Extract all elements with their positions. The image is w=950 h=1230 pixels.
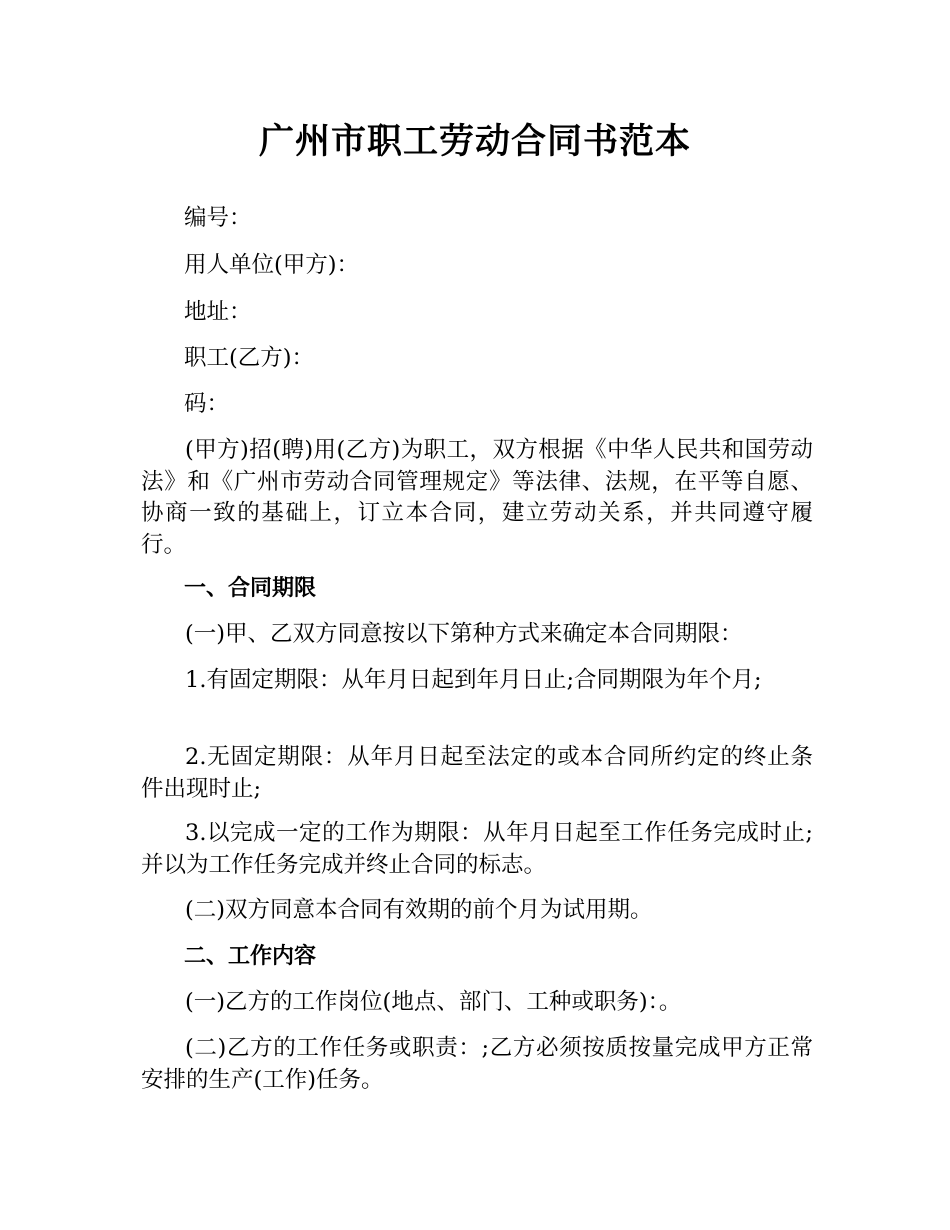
- field-employee: 职工(乙方)：: [184, 345, 315, 371]
- term-clause-fixed: 1.有固定期限：从年月日起到年月日止;合同期限为年个月;: [185, 667, 762, 693]
- section-heading-work: 二、工作内容: [184, 944, 317, 969]
- field-number: 编号：: [184, 205, 252, 231]
- work-clause-position: (一)乙方的工作岗位(地点、部门、工种或职务)：。: [185, 989, 682, 1015]
- term-clause-method: (一)甲、乙双方同意按以下第种方式来确定本合同期限：: [185, 621, 743, 647]
- term-clause-open: 2.无固定期限：从年月日起至法定的或本合同所约定的终止条件出现时止;: [141, 744, 813, 802]
- term-clause-task: 3.以完成一定的工作为期限：从年月日起至工作任务完成时止;并以为工作任务完成并终止合同的标志。: [141, 820, 813, 878]
- field-employer: 用人单位(甲方)：: [184, 252, 360, 278]
- work-clause-duties: (二)乙方的工作任务或职责：;乙方必须按质按量完成甲方正常安排的生产(工作)任务。: [141, 1035, 813, 1093]
- intro-paragraph: (甲方)招(聘)用(乙方)为职工，双方根据《中华人民共和国劳动法》和《广州市劳动合同管理规定》等法律、法规，在平等自愿、协商一致的基础上，订立本合同，建立劳动关系，并共同遵守履行。: [141, 437, 813, 558]
- section-heading-term: 一、合同期限: [184, 576, 317, 601]
- term-clause-probation: (二)双方同意本合同有效期的前个月为试用期。: [185, 897, 653, 923]
- field-address: 地址：: [184, 299, 252, 325]
- document-title: 广州市职工劳动合同书范本: [258, 122, 691, 162]
- field-code: 码：: [184, 391, 230, 417]
